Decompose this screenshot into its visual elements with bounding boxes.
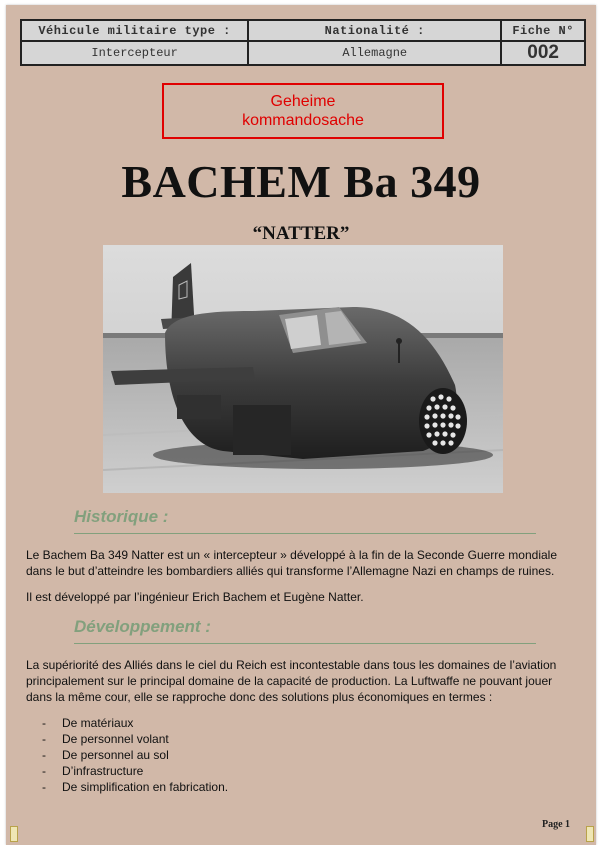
margin-marker-left <box>10 826 18 842</box>
sheet-number-label: Fiche N° <box>501 20 585 41</box>
aircraft-photo <box>103 245 503 493</box>
classification-line-2: kommandosache <box>242 112 364 129</box>
nationality-label: Nationalité : <box>248 20 501 41</box>
classification-stamp <box>162 83 444 139</box>
section-divider <box>74 533 536 534</box>
list-item-text: De personnel au sol <box>62 748 169 762</box>
vehicle-type-label: Véhicule militaire type : <box>21 20 248 41</box>
development-paragraph-1: La supériorité des Alliés dans le ciel du Reich est incontestable dans tous les domaines de l’aviation principalement sur le principal domaine de la capacité de production. La Luftwaffe ne pouvant jouer dans la même cour, elle se rapproche donc des solutions plus économiques en termes : <box>26 658 557 704</box>
classification-line-1: Geheime <box>270 93 336 110</box>
section-divider <box>74 643 536 644</box>
nationality-value: Allemagne <box>248 41 501 65</box>
document-subtitle: “NATTER” <box>252 223 350 244</box>
section-heading-development: Développement : <box>74 617 211 636</box>
history-paragraph-1: Le Bachem Ba 349 Natter est un « intercepteur » développé à la fin de la Seconde Guerre mondiale dans le but d’atteindre les bombardiers alliés qui transforme l’Allemagne Nazi en champs de ruines. <box>26 548 558 578</box>
list-item-text: De personnel volant <box>62 732 169 746</box>
page-number: Page 1 <box>542 819 571 830</box>
margin-marker-right <box>586 826 594 842</box>
list-item-text: De simplification en fabrication. <box>62 780 229 794</box>
development-list <box>42 715 228 795</box>
list-item: - De matériaux <box>42 716 134 730</box>
list-item: - De simplification en fabrication. <box>42 780 229 794</box>
list-item: - De personnel au sol <box>42 748 169 762</box>
list-item-text: D’infrastructure <box>62 764 144 778</box>
section-heading-history: Historique : <box>74 507 169 526</box>
sheet-number-value: 002 <box>501 41 585 65</box>
document-title: BACHEM Ba 349 <box>121 156 481 207</box>
list-item-text: De matériaux <box>62 716 134 730</box>
list-item: - D’infrastructure <box>42 764 144 778</box>
document-page <box>6 5 596 845</box>
vehicle-type-value: Intercepteur <box>21 41 248 65</box>
list-item: - De personnel volant <box>42 732 169 746</box>
header-table <box>20 19 586 66</box>
history-paragraph-2: Il est développé par l’ingénieur Erich Bachem et Eugène Natter. <box>26 590 364 604</box>
